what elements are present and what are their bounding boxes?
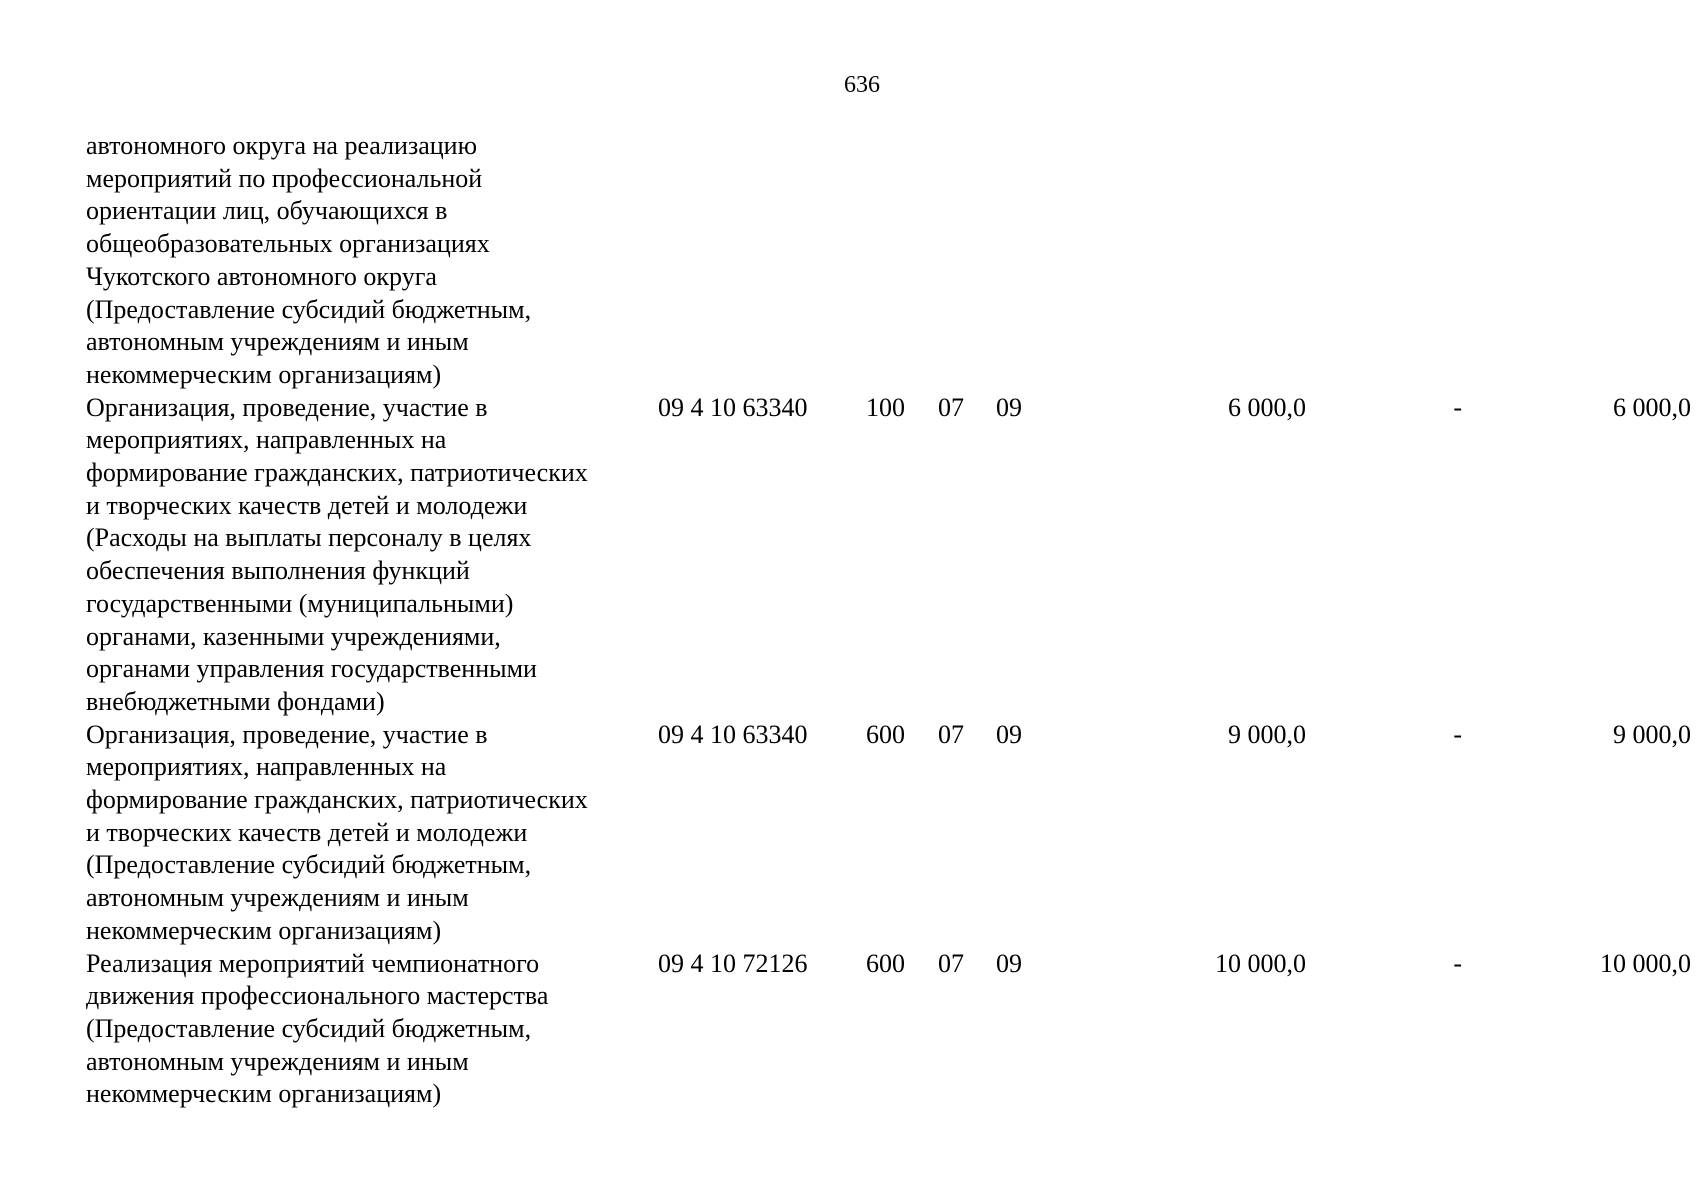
table-row (86, 948, 1691, 1112)
amount-3: 10 000,0 (1600, 948, 1691, 978)
amount-3: 9 000,0 (1613, 719, 1691, 749)
expense-type-code: 600 (866, 948, 905, 978)
table-row (86, 719, 1691, 948)
expense-type-code: 100 (866, 392, 905, 422)
row-description: Организация, проведение, участие в мероприятиях, направленных на формирование гражданских, патриотических и творческих качеств детей и молодежи (Расходы на выплаты персоналу в целях обеспечения выполнения функций государственными (муниципальными) органами, казенными учреждениями, органами управления государственными внебюджетными фондами) (86, 392, 588, 716)
amount-1: 6 000,0 (1228, 392, 1306, 422)
amount-1: 9 000,0 (1228, 719, 1306, 749)
target-article-code: 09 4 10 63340 (658, 392, 808, 422)
row-description: автономного округа на реализацию мероприятий по профессиональной ориентации лиц, обучающихся в общеобразовательных организациях Чукотского автономного округа (Предоставление субсидий бюджетным, автономным учреждениям и иным некоммерческим организациям) (86, 131, 532, 389)
amount-1: 10 000,0 (1215, 948, 1306, 978)
row-description: Организация, проведение, участие в мероприятиях, направленных на формирование гражданских, патриотических и творческих качеств детей и молодежи (Предоставление субсидий бюджетным, автономным учреждениям и иным некоммерческим организациям) (86, 719, 588, 945)
section-code: 07 (938, 719, 964, 749)
section-code: 07 (938, 392, 964, 422)
target-article-code: 09 4 10 63340 (658, 719, 808, 749)
expense-type-code: 600 (866, 719, 905, 749)
target-article-code: 09 4 10 72126 (658, 948, 808, 978)
amount-2: - (1453, 948, 1462, 978)
amount-3: 6 000,0 (1613, 392, 1691, 422)
page-number: 636 (844, 72, 880, 98)
subsection-code: 09 (996, 392, 1022, 422)
amount-2: - (1453, 719, 1462, 749)
subsection-code: 09 (996, 948, 1022, 978)
table-row (86, 392, 1691, 719)
amount-2: - (1453, 392, 1462, 422)
budget-table (86, 130, 1691, 1111)
section-code: 07 (938, 948, 964, 978)
subsection-code: 09 (996, 719, 1022, 749)
row-description: Реализация мероприятий чемпионатного движения профессионального мастерства (Предоставление субсидий бюджетным, автономным учреждениям и иным некоммерческим организациям) (86, 948, 549, 1109)
table-row-continuation (86, 130, 1646, 392)
